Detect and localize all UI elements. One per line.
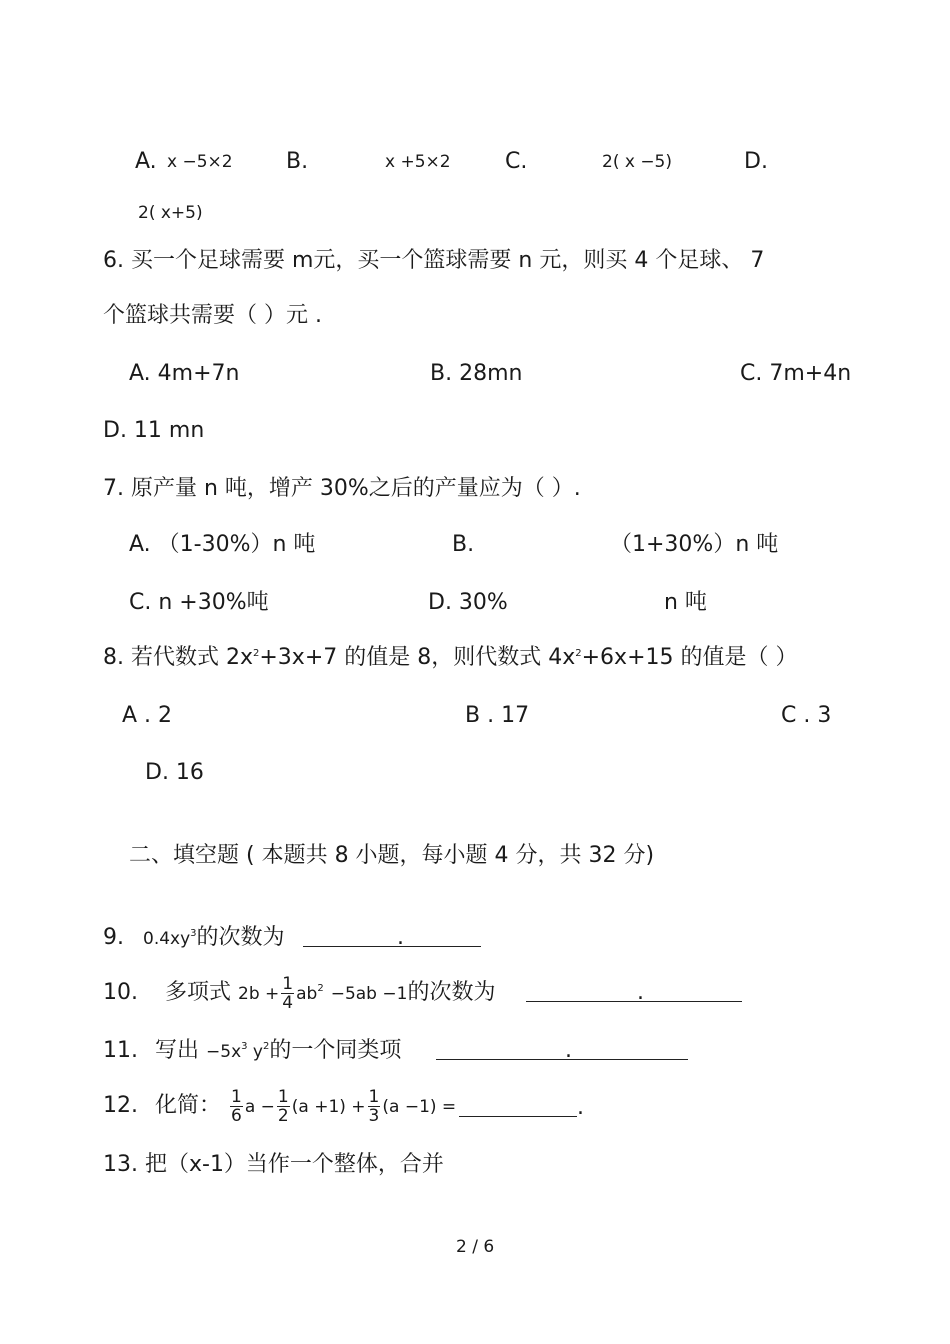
q9-exp: 3 (190, 928, 197, 939)
q8-option-d: D. 16 (145, 760, 204, 785)
q6-option-b: B. 28mn (430, 361, 523, 386)
q8-exp-1: 2 (253, 648, 260, 659)
q12-fraction-1 (230, 1088, 243, 1125)
q6-option-a: A. 4m+7n (129, 361, 240, 386)
q10-lead: 多项式 (165, 980, 232, 1005)
q8-option-b: B . 17 (465, 703, 530, 728)
q12-f3-num: 1 (368, 1086, 380, 1107)
q13-stem: 13. 把（x-1）当作一个整体，合并 (103, 1152, 444, 1177)
page-number: 2 / 6 (456, 1237, 495, 1257)
q9-number: 9. (103, 925, 124, 950)
q12-tail-dot: . (577, 1095, 584, 1120)
q7-option-d-label: D. 30% (428, 590, 508, 615)
q11-text: 的一个同类项 (269, 1038, 402, 1063)
q6-option-d: D. 11 mn (103, 418, 205, 443)
q8-option-a: A . 2 (122, 703, 173, 728)
q10-term-2: ab (296, 984, 318, 1004)
q5-option-b-label: B. (286, 149, 309, 174)
section-2-title: 二、填空题 ( 本题共 8 小题，每小题 4 分，共 32 分) (129, 843, 655, 868)
q10-text: 的次数为 (407, 980, 496, 1005)
q5-option-d-label: D. (744, 149, 768, 174)
q8-option-c: C . 3 (781, 703, 832, 728)
q10-exp: 2 (317, 983, 324, 994)
q9-text: 的次数为 (196, 925, 285, 950)
q11-expression (155, 1038, 401, 1065)
q12-f1-den: 6 (231, 1105, 242, 1126)
q7-stem: 7. 原产量 n 吨，增产 30%之后的产量应为（ ）. (103, 476, 581, 501)
q12-f2-den: 2 (277, 1105, 289, 1126)
q9-blank-dot: . (397, 925, 404, 950)
q11-answer-blank[interactable] (436, 1059, 688, 1060)
q12-term-2: (a +1) + (291, 1097, 366, 1117)
q8-stem-post: +6x+15 的值是（ ） (581, 645, 798, 670)
q11-expr: −5x (206, 1042, 242, 1062)
q10-blank-dot: . (637, 980, 644, 1005)
q12-expression (155, 1081, 456, 1132)
q10-number: 10. (103, 980, 138, 1005)
q12-fraction-3 (368, 1088, 381, 1125)
q7-option-d-expr: n 吨 (664, 590, 707, 615)
q12-term-1: a − (244, 1097, 275, 1117)
q10-term-3: −5ab −1 (330, 984, 408, 1004)
q7-option-c: C. n +30%吨 (129, 590, 269, 615)
q8-stem-pre: 8. 若代数式 2x (103, 645, 253, 670)
q10-frac-num: 1 (282, 973, 294, 994)
q9-answer-blank[interactable] (303, 946, 481, 947)
q8-stem-mid: +3x+7 的值是 8，则代数式 4x (259, 645, 576, 670)
q10-frac-den: 4 (282, 992, 294, 1013)
q10-expression (165, 968, 495, 1019)
q12-lead: 化简： (155, 1093, 222, 1118)
q5-option-c-expr: 2( x −5) (602, 152, 673, 172)
q5-option-d-expr: 2( x+5) (138, 203, 203, 223)
q9-expression (143, 925, 285, 952)
q5-option-b-expr: x +5×2 (385, 152, 451, 172)
q10-fraction (281, 975, 294, 1012)
q11-exp-1: 3 (241, 1041, 248, 1052)
q8-exp-2: 2 (575, 648, 582, 659)
q5-option-a-label: A. (135, 149, 157, 174)
q6-stem-line1: 6. 买一个足球需要 m元，买一个篮球需要 n 元，则买 4 个足球、 7 (103, 248, 765, 273)
q6-option-c: C. 7m+4n (740, 361, 852, 386)
q10-term-1: 2b + (238, 984, 280, 1004)
q12-fraction-2 (277, 1088, 290, 1125)
q5-option-c-label: C. (505, 149, 528, 174)
q11-number: 11. (103, 1038, 138, 1063)
q7-option-a: A. （1-30%）n 吨 (129, 532, 316, 557)
q12-term-3: (a −1) = (382, 1097, 457, 1117)
q12-f1-num: 1 (231, 1086, 242, 1107)
q11-exp-2: 2 (262, 1041, 270, 1052)
q12-number: 12. (103, 1093, 138, 1118)
q12-f3-den: 3 (368, 1105, 380, 1126)
q7-option-b-expr: （1+30%）n 吨 (610, 532, 779, 557)
q12-answer-blank[interactable] (459, 1116, 577, 1117)
q6-stem-line2: 个篮球共需要（ ）元 . (103, 303, 322, 328)
q10-answer-blank[interactable] (526, 1001, 742, 1002)
q11-lead: 写出 (155, 1038, 200, 1063)
q9-expr: 0.4xy (143, 929, 191, 949)
q11-y: y (247, 1042, 263, 1062)
q11-blank-dot: . (565, 1038, 572, 1063)
q5-option-a-expr: x −5×2 (167, 152, 233, 172)
q8-stem (103, 645, 798, 671)
q12-f2-num: 1 (277, 1086, 289, 1107)
q7-option-b-label: B. (452, 532, 475, 557)
